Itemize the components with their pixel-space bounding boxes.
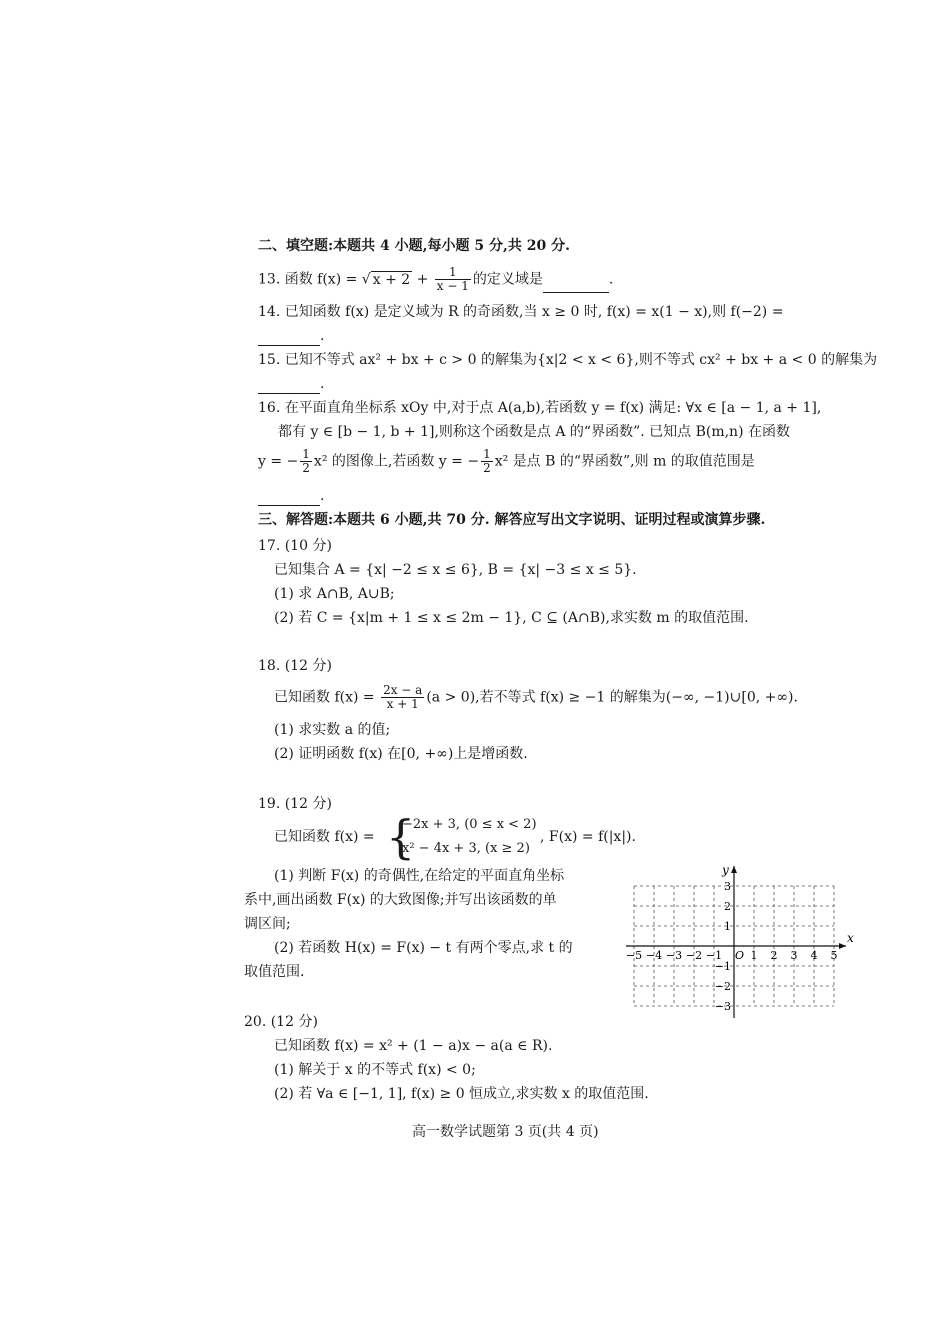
- q13-plus: +: [412, 271, 433, 288]
- q17-line-3: (2) 若 C = {x|m + 1 ≤ x ≤ 2m − 1}, C ⊆ (A∩B),求实数 m 的取值范围.: [274, 610, 749, 626]
- question-16-line-3: [258, 448, 755, 475]
- x-tick-label: 5: [830, 949, 838, 962]
- y-tick-label: −3: [714, 1000, 731, 1013]
- q16-fraction-2: $\frac{1}{2}$: [483, 447, 491, 475]
- coordinate-grid: [622, 860, 854, 1022]
- q13-fraction: [435, 266, 471, 293]
- y-axis-arrow: [731, 866, 737, 873]
- y-axis-label: y: [722, 863, 729, 877]
- q13-denominator: x − 1: [436, 279, 469, 293]
- x-tick-label: −4: [645, 949, 663, 962]
- y-tick-label: −2: [714, 980, 731, 993]
- q19-part-1-b: 系中,画出函数 F(x) 的大致图像;并写出该函数的单: [244, 892, 557, 908]
- q14-answer-blank[interactable]: [258, 331, 320, 346]
- q18-header: 18. (12 分): [258, 658, 332, 674]
- q20-line-1: 已知函数 f(x) = x² + (1 − a)x − a(a ∈ R).: [274, 1038, 553, 1054]
- q19-part-1-c: 调区间;: [244, 916, 291, 932]
- question-13: 13. 函数 f(x) = √ x + 2 + $\frac{1}{x - 1}$ 的定义域是 .: [258, 265, 614, 293]
- q19-case-1: −2x + 3, (0 ≤ x < 2): [402, 817, 537, 832]
- q17-line-1: 已知集合 A = {x| −2 ≤ x ≤ 6}, B = {x| −3 ≤ x ≤ 5}.: [274, 562, 637, 578]
- q20-line-3: (2) 若 ∀a ∈ [−1, 1], f(x) ≥ 0 恒成立,求实数 x 的取值范围.: [274, 1086, 649, 1102]
- x-tick-label: −5: [625, 949, 643, 962]
- q19-part-2-b: 取值范围.: [244, 964, 305, 980]
- q13-suffix: 的定义域是: [472, 271, 543, 288]
- q16-fraction-1: $\frac{1}{2}$: [302, 447, 310, 475]
- page-footer: 高一数学试题第 3 页(共 4 页): [412, 1124, 599, 1140]
- q18-line-1: 已知函数 f(x) = $\frac{2x - a}{x + 1}$ (a > 0),若不等式 f(x) ≥ −1 的解集为(−∞, −1)∪[0, +∞).: [274, 683, 798, 711]
- q16-answer-blank[interactable]: [258, 491, 320, 506]
- y-tick-label: 2: [724, 900, 731, 913]
- q19-part-1-a: (1) 判断 F(x) 的奇偶性,在给定的平面直角坐标: [274, 868, 565, 884]
- q17-header: 17. (10 分): [258, 538, 332, 554]
- q15-answer-blank[interactable]: [258, 379, 320, 394]
- x-tick-label: −1: [705, 949, 723, 962]
- origin-label: O: [735, 949, 745, 962]
- question-15: 15. 已知不等式 ax² + bx + c > 0 的解集为{x|2 < x < 6},则不等式 cx² + bx + a < 0 的解集为: [258, 352, 878, 368]
- q13-answer-blank[interactable]: [543, 278, 609, 293]
- x-tick-label: 2: [770, 949, 778, 962]
- q13-end: .: [608, 271, 614, 288]
- x-axis-arrow: [839, 943, 846, 949]
- question-16-line-2: 都有 y ∈ [b − 1, b + 1],则称这个函数是点 A 的“界函数”. 已知点 B(m,n) 在函数: [278, 424, 790, 440]
- x-tick-label: −3: [665, 949, 683, 962]
- q16-y-eq: y = −: [258, 453, 299, 470]
- section-2-title: 二、填空题:本题共 4 小题,每小题 5 分,共 20 分.: [258, 238, 570, 254]
- q20-header: 20. (12 分): [244, 1014, 318, 1030]
- x-tick-label: 1: [750, 949, 758, 962]
- x-tick-label: 4: [810, 949, 818, 962]
- q16-mid: x² 的图像上,若函数 y = −: [313, 453, 480, 470]
- q17-line-2: (1) 求 A∩B, A∪B;: [274, 586, 395, 602]
- y-tick-label: −1: [714, 960, 731, 973]
- q16-end: x² 是点 B 的“界函数”,则 m 的取值范围是: [494, 453, 755, 470]
- q19-header: 19. (12 分): [258, 796, 332, 812]
- y-tick-label: 3: [724, 880, 731, 893]
- q18-line-2: (1) 求实数 a 的值;: [274, 722, 391, 738]
- x-axis-label: x: [847, 931, 854, 945]
- y-tick-label: 1: [724, 920, 731, 933]
- q13-numerator: 1: [435, 266, 471, 280]
- x-tick-label: −2: [685, 949, 703, 962]
- q19-case-2: x² − 4x + 3, (x ≥ 2): [402, 841, 530, 856]
- q19-brace: {: [386, 810, 416, 864]
- q20-line-2: (1) 解关于 x 的不等式 f(x) < 0;: [274, 1062, 476, 1078]
- x-tick-label: 3: [790, 949, 798, 962]
- question-16-line-1: 16. 在平面直角坐标系 xOy 中,对于点 A(a,b),若函数 y = f(x) 满足: ∀x ∈ [a − 1, a + 1],: [258, 400, 822, 416]
- section-3-title: 三、解答题:本题共 6 小题,共 70 分. 解答应写出文字说明、证明过程或演算步骤.: [258, 512, 766, 528]
- q13-prefix: 13. 函数 f(x) =: [258, 271, 362, 288]
- q19-part-2-a: (2) 若函数 H(x) = F(x) − t 有两个零点,求 t 的: [274, 940, 573, 956]
- q13-radicand: x + 2: [372, 271, 411, 288]
- question-14: 14. 已知函数 f(x) 是定义域为 R 的奇函数,当 x ≥ 0 时, f(x) = x(1 − x),则 f(−2) =: [258, 304, 784, 320]
- q19-func-suffix: , F(x) = f(|x|).: [540, 829, 636, 845]
- exam-page: 二、填空题:本题共 4 小题,每小题 5 分,共 20 分. 13. 函数 f(x) = √ x + 2 + $\frac{1}{x - 1}$ 的定义域是 . 14. 已知函数 f(x) 是定义域为 R 的奇函数,当 x ≥ 0 时, f(x) = x(1 − x),则 f(−2) = . 15. 已知不等式 ax² + bx + c > 0 的解集为{x|2 < x < 6},则不等式 cx² + bx + a < 0 的解集为 . 16. 在平面直角坐标系 xOy 中,对于点 A(a,b),若函数 y = f(x) 满足: ∀x ∈ [a − 1, a + 1], 都有 y ∈ [b − 1, b + 1],则称这个函数是点 A 的“界函数”. 已知点 B(m,n) 在函数 y = − $\frac{1}{2}$ x² 的图像上,若函数 y = − $\frac{1}{2}$ x² 是点 B 的“界函数”,则 m 的取值范围是 . 三、解答题:本题共 6 小题,共 70 分. 解答应写出文字说明、证明过程或演算步骤. 17. (10 分) 已知集合 A = {x| −2 ≤ x ≤ 6}, B = {x| −3 ≤ x ≤ 5}. (1) 求 A∩B, A∪B; (2) 若 C = {x|m + 1 ≤ x ≤ 2m − 1}, C ⊆ (A∩B),求实数 m 的取值范围. 18. (12 分) 已知函数 f(x) = $\frac{2x - a}{x + 1}$ (a > 0),若不等式 f(x) ≥ −1 的解集为(−∞, −1)∪[0, +∞). (1) 求实数 a 的值; (2) 证明函数 f(x) 在[0, +∞)上是增函数. 19. (12 分) 已知函数 f(x) = { −2x + 3, (0 ≤ x < 2) x² − 4x + 3, (x ≥ 2) , F(x) = f(|x|). (1) 判断 F(x) 的奇偶性,在给定的平面直角坐标 系中,画出函数 F(x) 的大致图像;并写出该函数的单 调区间; (2) 若函数 H(x) = F(x) − t 有两个零点,求 t 的 取值范围. x y O −5 −4 −3 −2 −1 1 2 3 4 5 3 2 1 −1 −2 −3 20. (12 分) 已知函数 f(x) = x² + (1 − a)x − a(a ∈ R). (1) 解关于 x 的不等式 f(x) < 0; (2) 若 ∀a ∈ [−1, 1], f(x) ≥ 0 恒成立,求实数 x 的取值范围. 高一数学试题第 3 页(共 4 页): [244, 238, 878, 1140]
- q18-line-3: (2) 证明函数 f(x) 在[0, +∞)上是增函数.: [274, 746, 528, 762]
- q18-fraction: $\frac{2x - a}{x + 1}$: [383, 683, 423, 711]
- q19-func-prefix: 已知函数 f(x) =: [274, 829, 375, 845]
